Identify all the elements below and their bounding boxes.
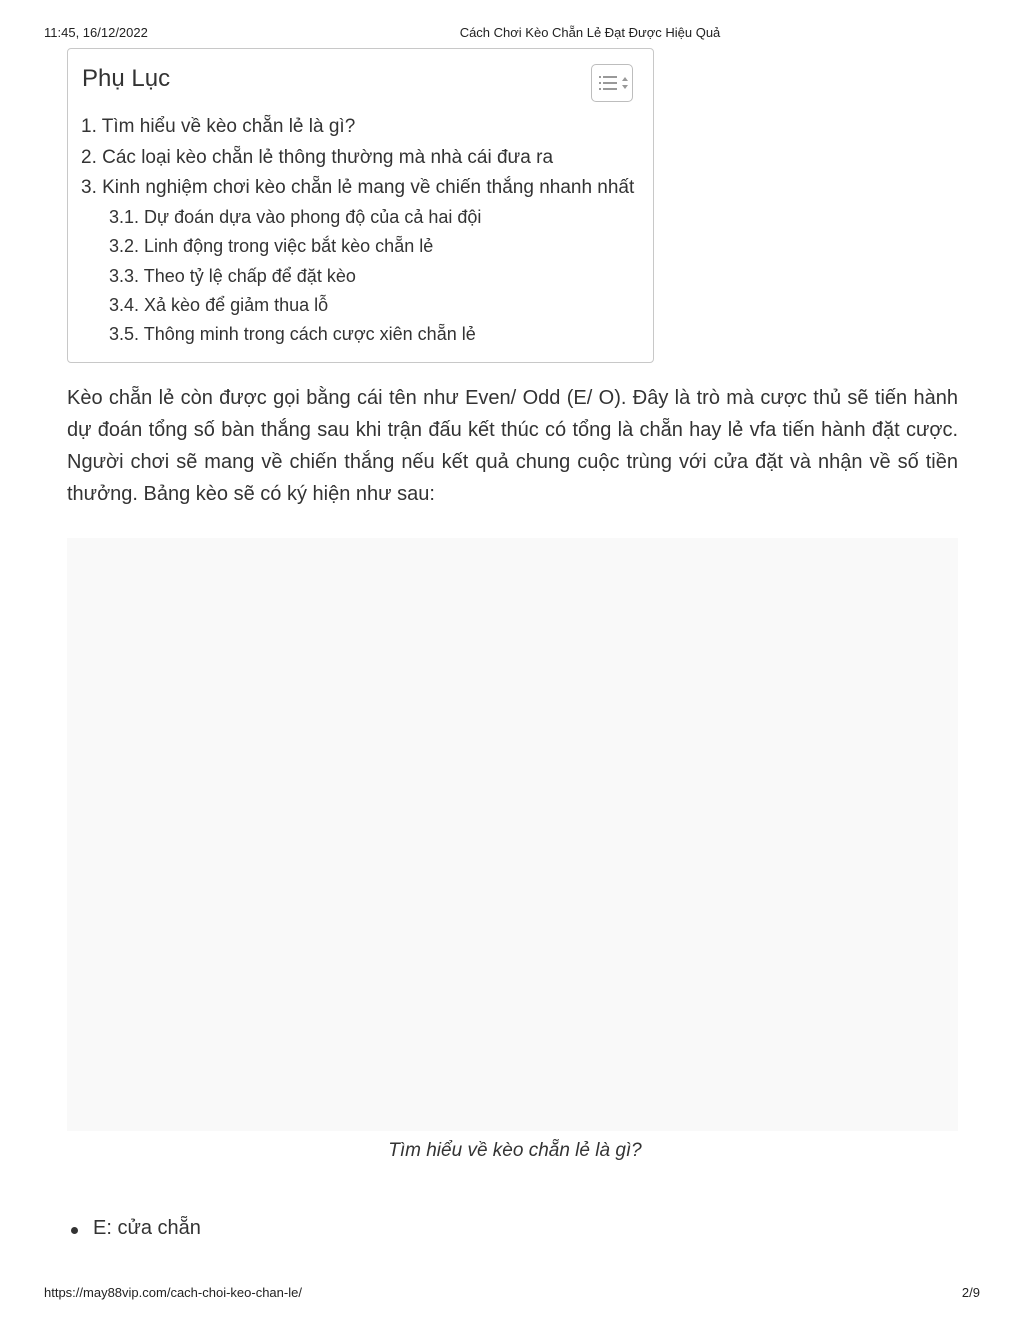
toc-toggle-button[interactable] <box>591 64 633 102</box>
toc-link-3-4[interactable]: 3.4. Xả kèo để giảm thua lỗ <box>109 295 329 315</box>
toc-link-3-3[interactable]: 3.3. Theo tỷ lệ chấp để đặt kèo <box>109 266 356 286</box>
print-url: https://may88vip.com/cach-choi-keo-chan-le/ <box>44 1285 302 1300</box>
image-caption: Tìm hiểu về kèo chẵn lẻ là gì? <box>388 1140 642 1161</box>
list-toggle-icon <box>598 74 628 92</box>
toc-link-3-2[interactable]: 3.2. Linh động trong việc bắt kèo chẵn lẻ <box>109 236 434 256</box>
toc-link-3[interactable]: 3. Kinh nghiệm chơi kèo chẵn lẻ mang về chiến thắng nhanh nhất <box>81 177 635 198</box>
toc-link-2[interactable]: 2. Các loại kèo chẵn lẻ thông thường mà nhà cái đưa ra <box>81 147 554 168</box>
intro-paragraph: Kèo chẵn lẻ còn được gọi bằng cái tên như Even/ Odd (E/ O). Đây là trò mà cược thủ sẽ tiến hành dự đoán tổng số bàn thắng sau khi trận đấu kết thúc có tổng là chẵn hay lẻ vfa tiến hành đặt cược. Người chơi sẽ mang về chiến thắng nếu kết quả chung cuộc trùng với cửa đặt và nhận về số tiền thưởng. Bảng kèo sẽ có ký hiện như sau: <box>67 387 958 505</box>
table-of-contents <box>67 48 654 363</box>
toc-link-1[interactable]: 1. Tìm hiểu về kèo chẵn lẻ là gì? <box>81 116 356 137</box>
toc-title: Phụ Lục <box>82 65 171 92</box>
print-page-number: 2/9 <box>961 1285 980 1300</box>
toc-link-3-5[interactable]: 3.5. Thông minh trong cách cược xiên chẵn lẻ <box>109 324 476 344</box>
list-item: E: cửa chẵn <box>93 1217 201 1239</box>
article-image-placeholder <box>67 538 958 1131</box>
print-page-title: Cách Chơi Kèo Chẵn Lẻ Đạt Được Hiệu Quả <box>459 25 721 40</box>
toc-link-3-1[interactable]: 3.1. Dự đoán dựa vào phong độ của cả hai đội <box>109 207 482 227</box>
print-datetime: 11:45, 16/12/2022 <box>44 25 148 40</box>
bullet-marker <box>71 1227 78 1234</box>
